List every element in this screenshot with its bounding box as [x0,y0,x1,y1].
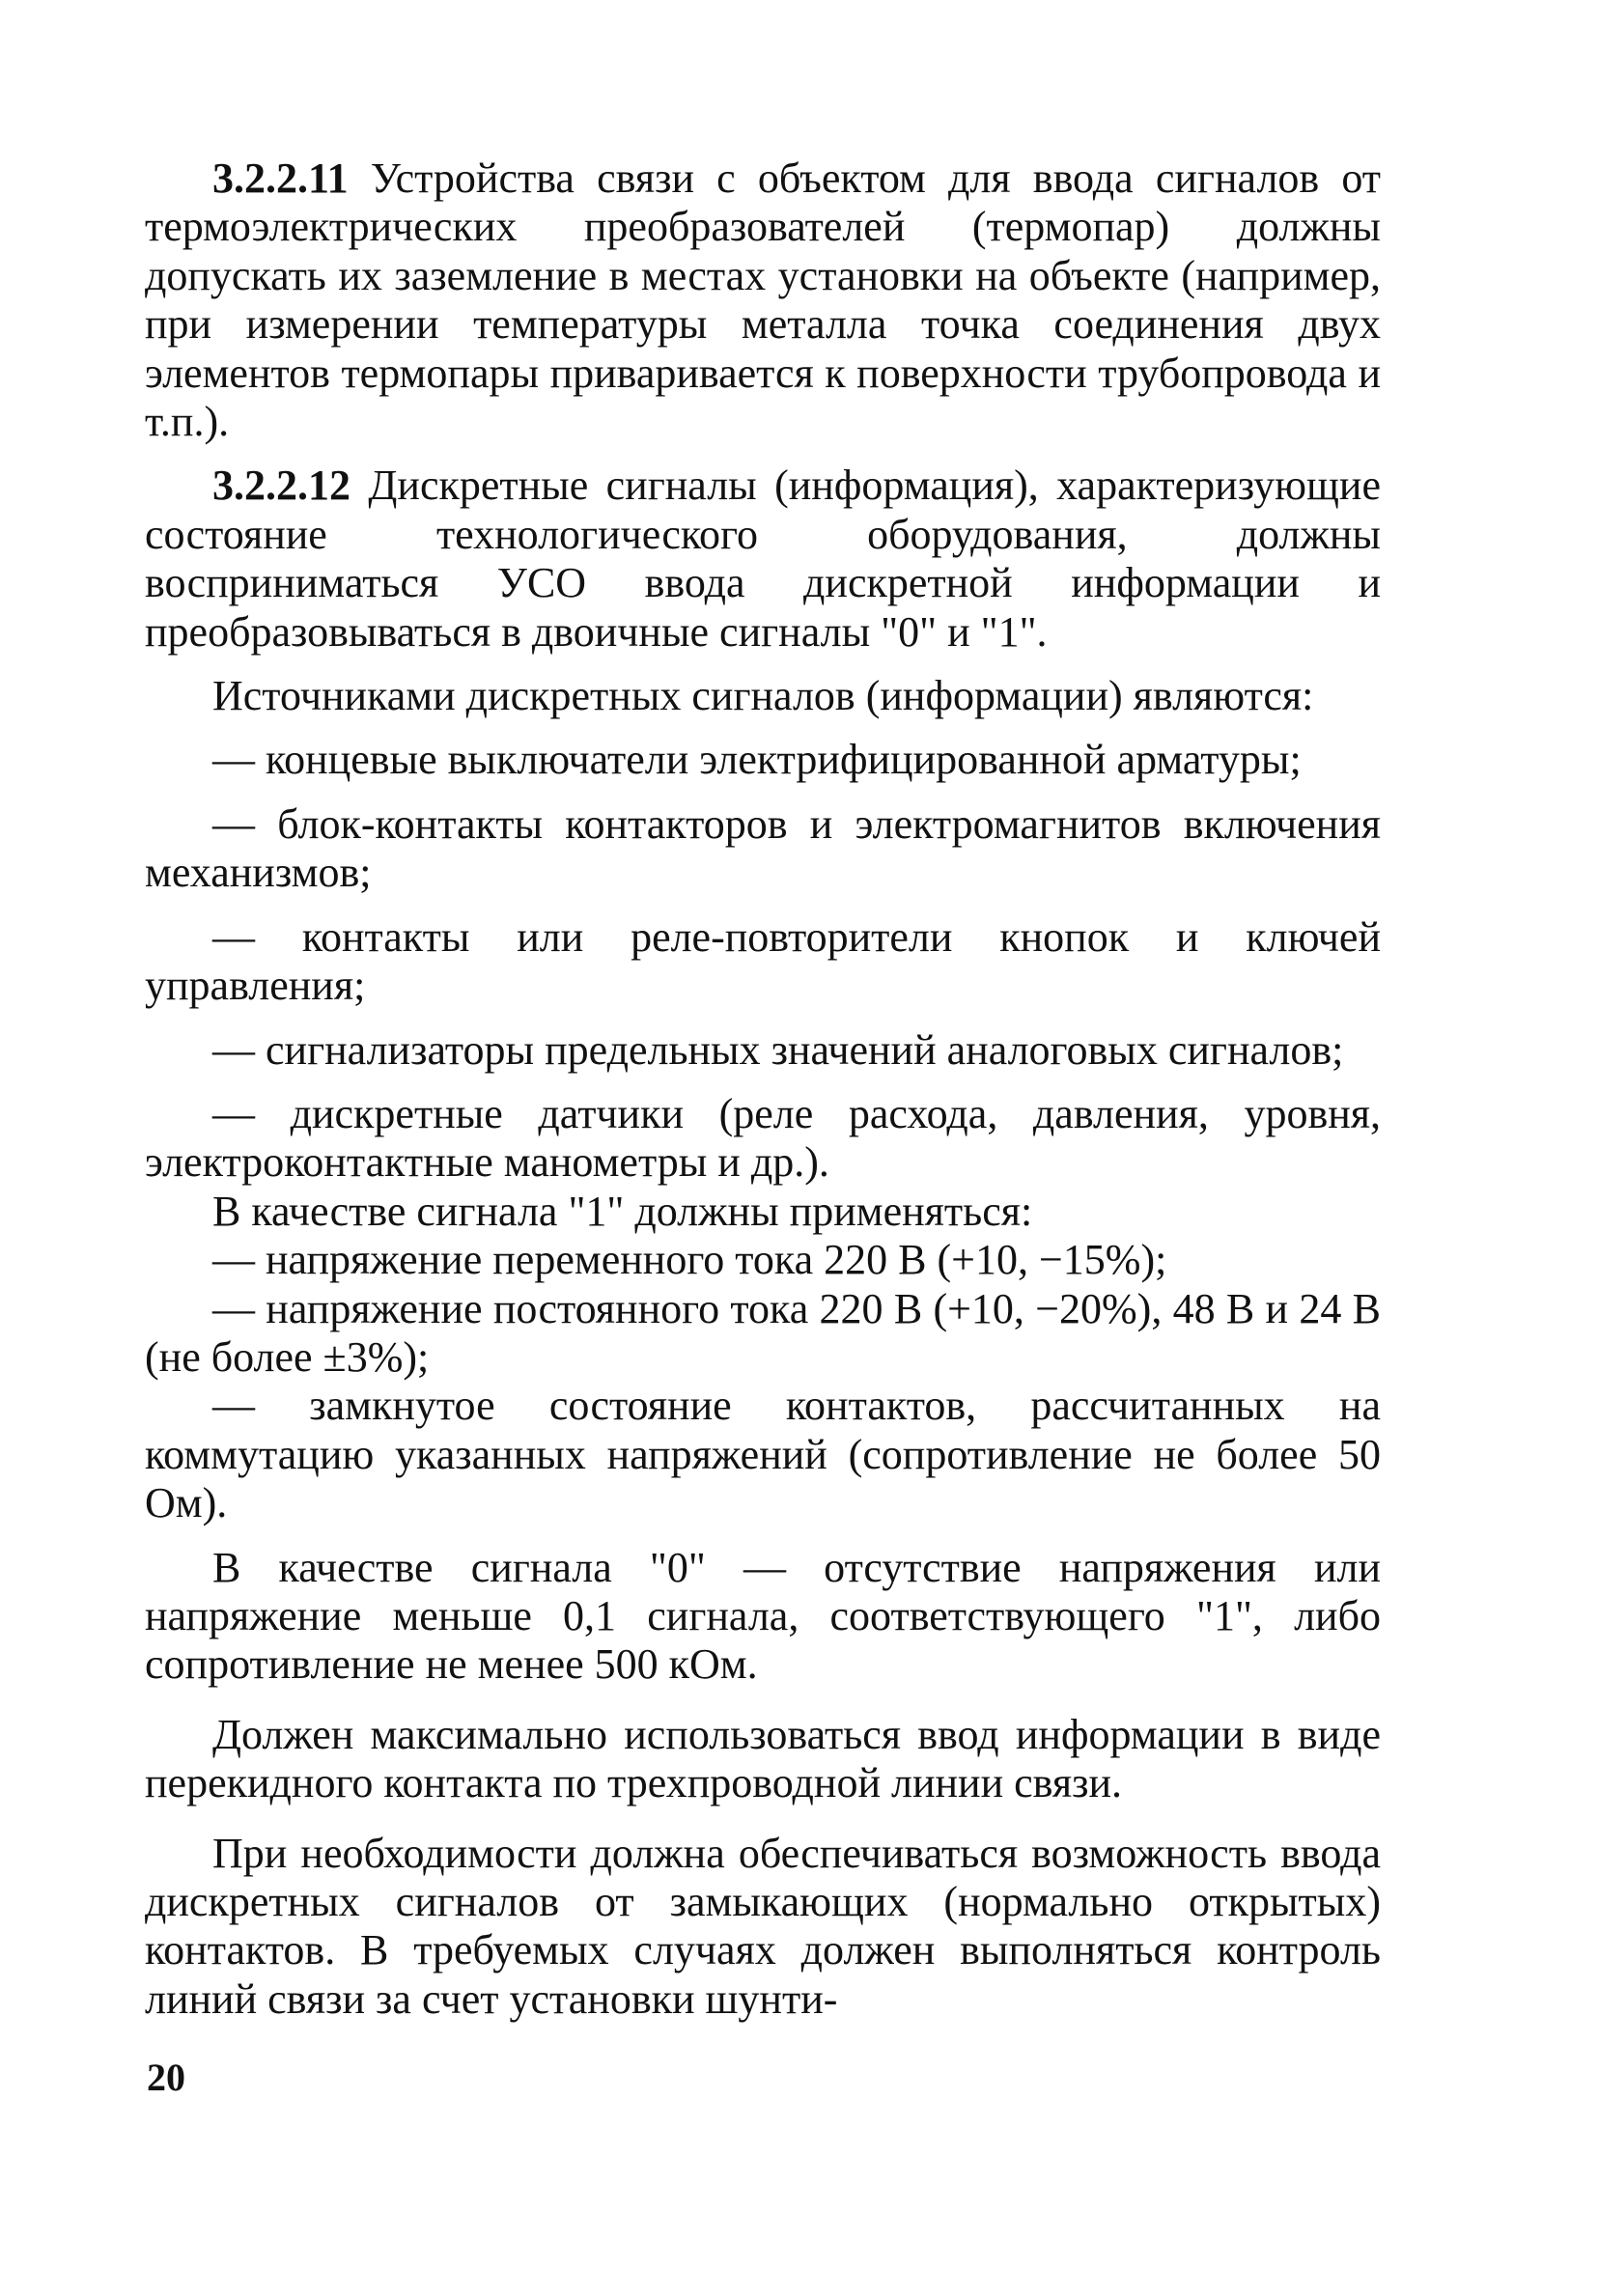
paragraph-sources-intro: Источниками дискретных сигналов (информации) являются: [212,672,1314,720]
list-item: — блок-контакты контакторов и электромагнитов включения механизмов; [145,799,1381,897]
paragraph-3-2-2-12 [145,462,1381,657]
paragraph-text: Дискретные сигналы (информация), характеризующие состояние технологического оборудования, должны восприниматься УСО ввода дискретной информации и преобразовываться в двоичные сигналы "0" и "1". [145,462,1381,656]
list-item: — дискретные датчики (реле расхода, давления, уровня, электроконтактные манометры и др.). [145,1089,1381,1187]
list-item: — сигнализаторы предельных значений аналоговых сигналов; [212,1025,1344,1074]
page-content [145,154,1381,2024]
paragraph-changeover-contact: Должен максимально использоваться ввод информации в виде перекидного контакта по трехпроводной линии связи. [145,1710,1381,1807]
list-item: — концевые выключатели электрифицированной арматуры; [212,736,1302,784]
section-number: 3.2.2.11 [212,154,349,202]
list-item: — напряжение переменного тока 220 В (+10, −15%); [212,1236,1167,1284]
paragraph-normally-open: При необходимости должна обеспечиваться возможность ввода дискретных сигналов от замыкающих (нормально открытых) контактов. В требуемых случаях должен выполняться контроль линий связи за счет установки шунти- [145,1829,1381,2023]
paragraph-signal-0: В качестве сигнала "0" — отсутствие напряжения или напряжение меньше 0,1 сигнала, соответствующего "1", либо сопротивление не менее 500 кОм. [145,1543,1381,1689]
list-item: — замкнутое состояние контактов, рассчитанных на коммутацию указанных напряжений (сопротивление не более 50 Ом). [145,1382,1381,1527]
paragraph-signal-1-intro: В качестве сигнала "1" должны применяться: [212,1187,1033,1235]
list-item: — напряжение постоянного тока 220 В (+10, −20%), 48 В и 24 В (не более ±3%); [145,1284,1381,1381]
page-number: 20 [147,2056,185,2099]
paragraph-text: Устройства связи с объектом для ввода сигналов от термоэлектрических преобразователей (термопар) должны допускать их заземление в местах установки на объекте (например, при измерении температуры металла точка соединения двух элементов термопары приваривается к поверхности трубопровода и т.п.). [145,154,1381,446]
paragraph-3-2-2-11 [145,154,1381,446]
section-number: 3.2.2.12 [212,462,350,510]
list-item: — контакты или реле-повторители кнопок и ключей управления; [145,912,1381,1010]
body-text [145,154,1381,2024]
